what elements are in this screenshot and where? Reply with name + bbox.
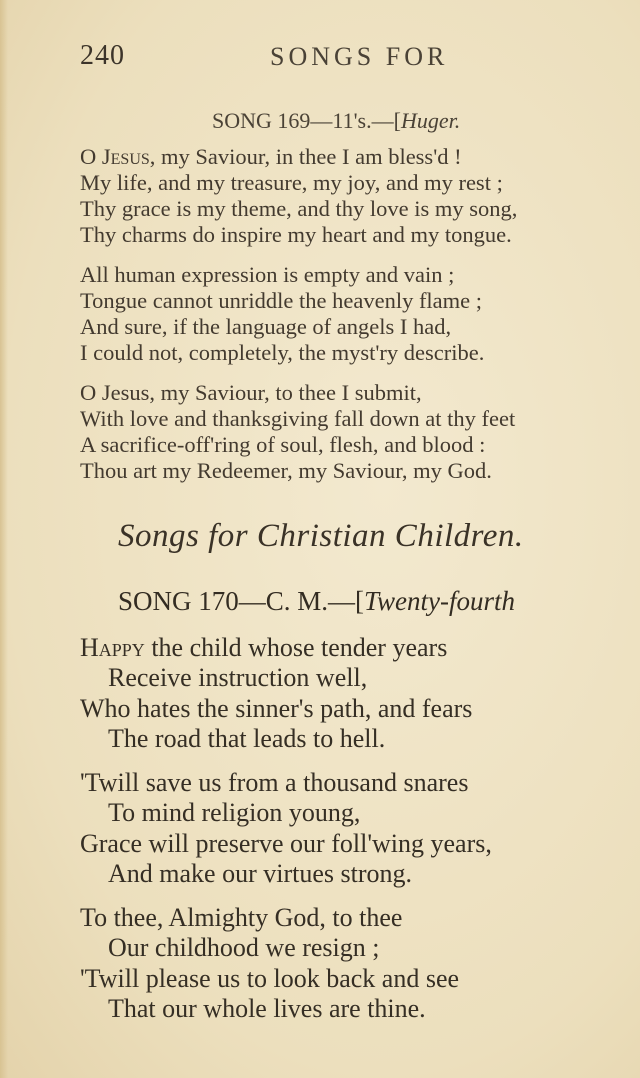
stanza-line: That our whole lives are thine. bbox=[108, 993, 426, 1023]
song-169-number: SONG 169—11's.—[ bbox=[212, 108, 401, 133]
stanza-line: 'Twill save us from a thousand snares bbox=[80, 768, 469, 797]
line-text: , my Saviour, in thee I am bless'd ! bbox=[149, 144, 462, 169]
stanza-line: I could not, completely, the myst'ry describe. bbox=[80, 340, 485, 365]
line-text: the child whose tender years bbox=[144, 633, 448, 662]
stanza-line: And sure, if the language of angels I had, bbox=[80, 314, 452, 339]
page-number: 240 bbox=[80, 40, 125, 71]
stanza-line bbox=[80, 144, 517, 170]
running-head: SONGS FOR bbox=[270, 42, 449, 71]
song-169-stanza-3 bbox=[80, 380, 515, 484]
song-169-tune: Huger. bbox=[400, 108, 461, 133]
stanza-line: Thou art my Redeemer, my Saviour, my God. bbox=[80, 458, 492, 483]
stanza-line: Our childhood we resign ; bbox=[108, 933, 380, 963]
song-170-stanza-2 bbox=[80, 768, 492, 889]
page-edge-shadow bbox=[0, 0, 8, 1078]
stanza-line bbox=[80, 633, 472, 663]
stanza-line: Thy charms do inspire my heart and my tongue. bbox=[80, 222, 512, 247]
stanza-line: Receive instruction well, bbox=[108, 663, 368, 693]
song-169-heading bbox=[212, 108, 460, 134]
stanza-line: All human expression is empty and vain ; bbox=[80, 262, 455, 287]
drop-word-rest: appy bbox=[98, 633, 145, 662]
stanza-line: A sacrifice-off'ring of soul, flesh, and blood : bbox=[80, 432, 486, 457]
stanza-line: With love and thanksgiving fall down at thy feet bbox=[80, 406, 516, 431]
stanza-line: 'Twill please us to look back and see bbox=[80, 963, 460, 993]
song-170-stanza-1 bbox=[80, 633, 472, 754]
song-169-stanza-2 bbox=[80, 262, 484, 366]
drop-word-rest: esus bbox=[110, 144, 150, 169]
drop-word-initial: O J bbox=[80, 144, 111, 169]
stanza-line: Who hates the sinner's path, and fears bbox=[80, 693, 473, 723]
song-170-stanza-3 bbox=[80, 903, 459, 1024]
section-title: Songs for Christian Children. bbox=[118, 518, 524, 554]
song-170-number: SONG 170—C. M.—[ bbox=[118, 586, 365, 616]
stanza-line: Thy grace is my theme, and thy love is my song, bbox=[80, 196, 518, 221]
song-170-tune: Twenty-fourth bbox=[364, 586, 516, 616]
stanza-line: Tongue cannot unriddle the heavenly flame ; bbox=[80, 288, 483, 313]
stanza-line: My life, and my treasure, my joy, and my rest ; bbox=[80, 170, 503, 195]
page-header bbox=[80, 40, 620, 80]
stanza-line: To thee, Almighty God, to thee bbox=[80, 903, 403, 932]
song-169-stanza-1 bbox=[80, 144, 517, 248]
stanza-line: The road that leads to hell. bbox=[108, 723, 386, 753]
stanza-line: And make our virtues strong. bbox=[108, 858, 413, 888]
drop-word-initial: H bbox=[80, 633, 99, 662]
song-170-heading bbox=[118, 586, 515, 617]
stanza-line: Grace will preserve our foll'wing years, bbox=[80, 828, 492, 858]
stanza-line: To mind religion young, bbox=[108, 798, 361, 828]
stanza-line: O Jesus, my Saviour, to thee I submit, bbox=[80, 380, 422, 405]
